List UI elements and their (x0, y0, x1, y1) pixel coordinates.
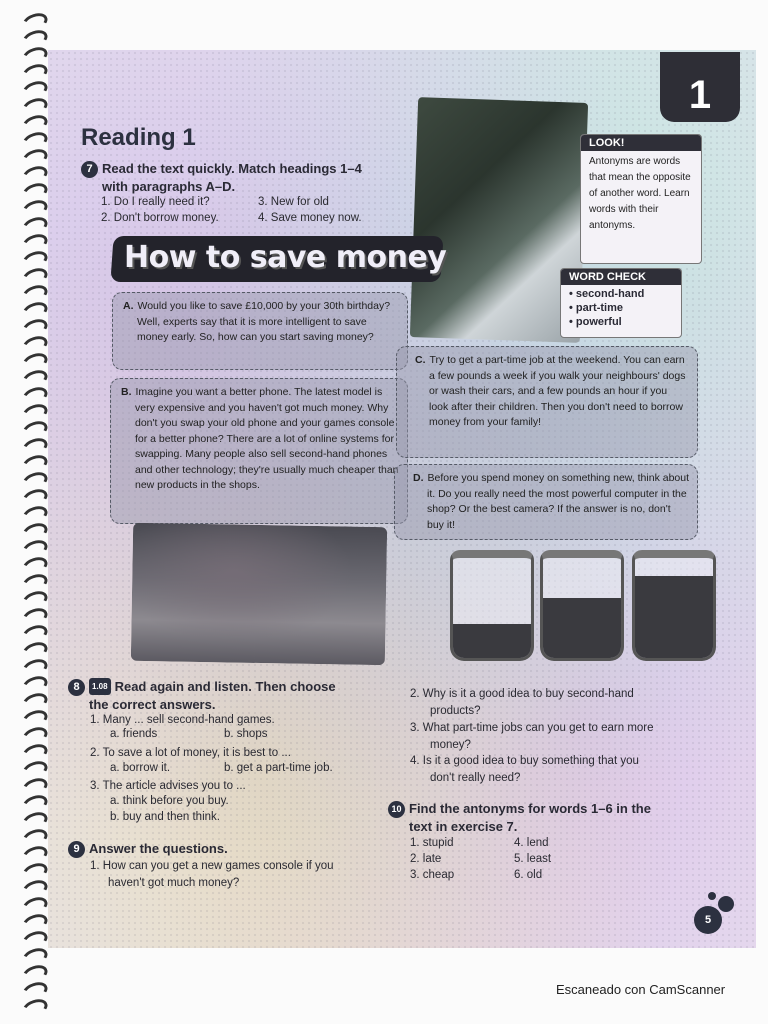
exercise-10-number: 10 (388, 801, 405, 818)
decor-dot (708, 892, 716, 900)
question-9-4-cont: don't really need? (430, 772, 521, 784)
option-8-2-a: a. borrow it. (110, 762, 171, 774)
article-title: How to save money (124, 240, 447, 275)
question-9-2: 2. Why is it a good idea to buy second-hand (410, 688, 634, 700)
question-9-1: 1. How can you get a new games console if you (90, 860, 334, 872)
paragraph-a: A. Would you like to save £10,000 by your 30th birthday? Well, experts say that it is more intelligent to save money early. So, how can you start saving money? (112, 292, 408, 370)
option-8-3-b: b. buy and then think. (110, 811, 220, 823)
spiral-binding (0, 0, 48, 1024)
heading-3: 3. New for old (258, 196, 329, 208)
coin-jar-3 (632, 550, 716, 661)
dog-walker-photo (131, 523, 387, 665)
heading-4: 4. Save money now. (258, 212, 362, 224)
question-9-4: 4. Is it a good idea to buy something that you (410, 755, 639, 767)
word-check-box (560, 268, 682, 338)
option-8-3-a: a. think before you buy. (110, 795, 229, 807)
paragraph-c: C. Try to get a part-time job at the weekend. You can earn a few pounds a week if you walk your neighbours' dogs or wash their cars, and a few pounds an hour if you look after their children. Then you don't need to borrow money from your family! (396, 346, 698, 458)
look-title: LOOK! (581, 135, 701, 151)
option-8-2-b: b. get a part-time job. (224, 762, 333, 774)
scanner-watermark: Escaneado con CamScanner (556, 982, 726, 997)
heading-2: 2. Don't borrow money. (101, 212, 219, 224)
spiral-ring (20, 996, 50, 1020)
heading-1: 1. Do I really need it? (101, 196, 210, 208)
textbook-page (48, 50, 756, 948)
exercise-7-instruction: 7 Read the text quickly. Match headings 1–4 with paragraphs A–D. (81, 160, 381, 195)
antonym-word-3: 3. cheap (410, 869, 455, 881)
paragraph-d: D. Before you spend money on something new, think about it. Do you really need the most powerful computer in the shop? Or the best camera? If the answer is no, don't buy it! (394, 464, 698, 540)
question-8-1: 1. Many ... sell second-hand games. (90, 714, 275, 726)
antonym-word-1: 1. stupid (410, 837, 454, 849)
word-check-item: • powerful (569, 316, 622, 328)
audio-track-icon[interactable]: 1.08 (89, 678, 111, 695)
paragraph-b: B. Imagine you want a better phone. The latest model is very expensive and you haven't got much money. Why don't you swap your old phone and your games console for a better phone? There are a lot of online systems for swapping. Many people also sell second-hand phones and other technology; they're usually much cheaper than new products in the shops. (110, 378, 408, 524)
question-9-3-cont: money? (430, 739, 471, 751)
look-box (580, 134, 702, 264)
word-check-item: • part-time (569, 302, 623, 314)
antonym-word-4: 4. lend (514, 837, 549, 849)
exercise-8-number: 8 (68, 679, 85, 696)
section-heading: Reading 1 (81, 124, 196, 151)
coin-jar-1 (450, 550, 534, 661)
question-9-2-cont: products? (430, 705, 481, 717)
question-8-2: 2. To save a lot of money, it is best to ... (90, 747, 291, 759)
antonym-word-5: 5. least (514, 853, 552, 865)
word-check-item: • second-hand (569, 288, 645, 300)
decor-dot (718, 896, 734, 912)
word-check-title: WORD CHECK (561, 269, 681, 285)
option-8-1-b: b. shops (224, 728, 268, 740)
question-9-1-cont: haven't got much money? (108, 877, 240, 889)
question-8-3: 3. The article advises you to ... (90, 780, 246, 792)
antonym-word-6: 6. old (514, 869, 543, 881)
unit-number-tab: 1 (660, 52, 740, 122)
exercise-10-instruction: 10 Find the antonyms for words 1–6 in the text in exercise 7. (388, 800, 708, 835)
exercise-9-number: 9 (68, 841, 85, 858)
question-9-3: 3. What part-time jobs can you get to earn more (410, 722, 654, 734)
exercise-7-number: 7 (81, 161, 98, 178)
look-text: Antonyms are words that mean the opposite of another word. Learn words with their antonyms. (589, 156, 691, 231)
antonym-word-2: 2. late (410, 853, 442, 865)
exercise-8-instruction: 8 1.08 Read again and listen. Then choose the correct answers. (68, 678, 388, 713)
coin-jar-2 (540, 550, 624, 661)
page-number: 5 (694, 906, 722, 934)
option-8-1-a: a. friends (110, 728, 158, 740)
exercise-9-instruction: 9 Answer the questions. (68, 840, 228, 858)
